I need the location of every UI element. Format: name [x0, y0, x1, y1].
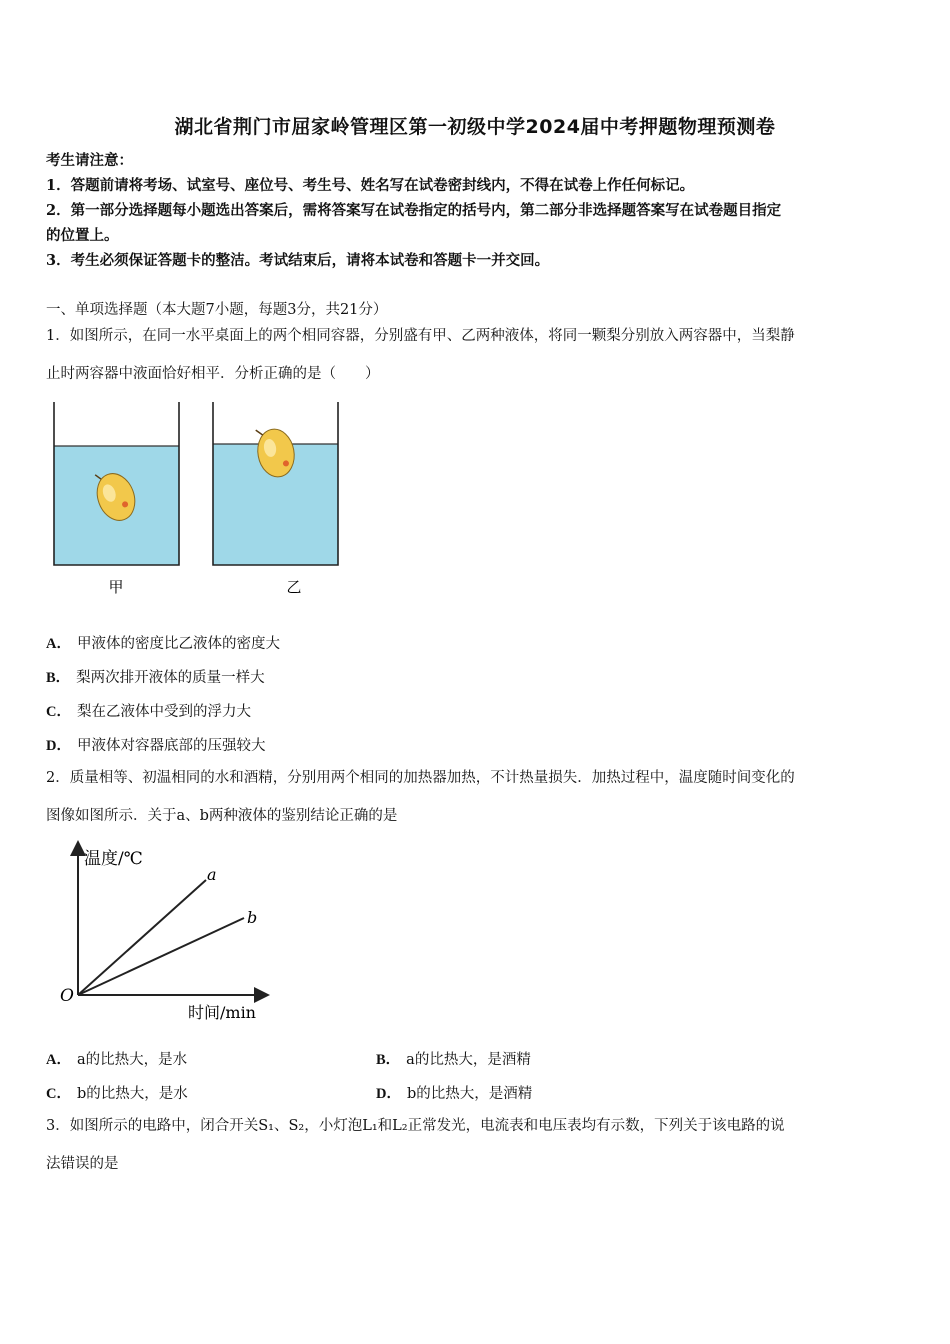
- option-text: a的比热大，是水: [76, 1052, 188, 1068]
- notice-item-2-cont: 的位置上。: [46, 227, 119, 244]
- line-b-label: b: [247, 908, 258, 927]
- x-axis-label: 时间/min: [188, 1003, 256, 1022]
- y-axis-label: 温度/℃: [84, 849, 143, 869]
- container-yi: [213, 402, 338, 565]
- q3-text-line2: 法错误的是: [46, 1156, 119, 1172]
- option-label: B．: [376, 1052, 401, 1068]
- q2-option-b[interactable]: [376, 1048, 531, 1069]
- notice-heading: 考生请注意：: [46, 152, 133, 169]
- option-label: A．: [46, 636, 71, 652]
- option-text: 甲液体的密度比乙液体的密度大: [76, 636, 280, 652]
- option-label: C．: [46, 704, 71, 720]
- q1-option-b[interactable]: [46, 666, 265, 687]
- notice-item-1: 1．答题前请将考场、试室号、座位号、考生号、姓名写在试卷密封线内，不得在试卷上作任何标记。: [46, 177, 695, 194]
- option-text: 甲液体对容器底部的压强较大: [76, 738, 266, 754]
- option-label: B．: [46, 670, 71, 686]
- line-b: [78, 918, 244, 995]
- container-jia: [54, 402, 179, 565]
- q2-text-line2: 图像如图所示．关于a、b两种液体的鉴别结论正确的是: [46, 808, 398, 824]
- option-text: b的比热大，是酒精: [406, 1086, 533, 1102]
- q1-option-d[interactable]: [46, 734, 265, 755]
- option-label: D．: [46, 738, 71, 754]
- origin-label: O: [60, 986, 74, 1006]
- option-text: a的比热大，是酒精: [406, 1052, 531, 1068]
- q1-option-a[interactable]: [46, 632, 280, 653]
- line-a-label: a: [207, 865, 217, 884]
- option-label: D．: [376, 1086, 401, 1102]
- label-yi: 乙: [286, 578, 302, 596]
- option-text: b的比热大，是水: [76, 1086, 188, 1102]
- option-label: C．: [46, 1086, 71, 1102]
- option-label: A．: [46, 1052, 71, 1068]
- notice-item-3: 3．考生必须保证答题卡的整洁。考试结束后，请将本试卷和答题卡一并交回。: [46, 252, 550, 269]
- q2-text-line1: 2．质量相等、初温相同的水和酒精，分别用两个相同的加热器加热，不计热量损失．加热过程中，温度随时间变化的: [46, 770, 795, 786]
- option-text: 梨两次排开液体的质量一样大: [76, 670, 265, 686]
- option-text: 梨在乙液体中受到的浮力大: [76, 704, 251, 720]
- q1-text-line1: 1．如图所示，在同一水平桌面上的两个相同容器，分别盛有甲、乙两种液体，将同一颗梨分别放入两容器中，当梨静: [46, 328, 795, 344]
- page-title: 湖北省荆门市屈家岭管理区第一初级中学2024届中考押题物理预测卷: [174, 116, 776, 138]
- notice-item-2: 2．第一部分选择题每小题选出答案后，需将答案写在试卷指定的括号内，第二部分非选择题答案写在试卷题目指定: [46, 202, 782, 219]
- q1-option-c[interactable]: [46, 700, 251, 721]
- q2-option-d[interactable]: [376, 1082, 532, 1103]
- q1-text-line2: 止时两容器中液面恰好相平．分析正确的是（ ）: [46, 366, 380, 382]
- q3-text-line1: 3．如图所示的电路中，闭合开关S₁、S₂，小灯泡L₁和L₂正常发光，电流表和电压表均有示数，下列关于该电路的说: [46, 1118, 785, 1134]
- q1-figure: [48, 400, 348, 600]
- label-jia: 甲: [108, 578, 124, 596]
- section-heading: 一、单项选择题（本大题7小题，每题3分，共21分）: [46, 302, 388, 318]
- line-a: [78, 880, 206, 995]
- q2-graph: [48, 838, 288, 1028]
- q2-option-c[interactable]: [46, 1082, 188, 1103]
- q2-option-a[interactable]: [46, 1048, 187, 1069]
